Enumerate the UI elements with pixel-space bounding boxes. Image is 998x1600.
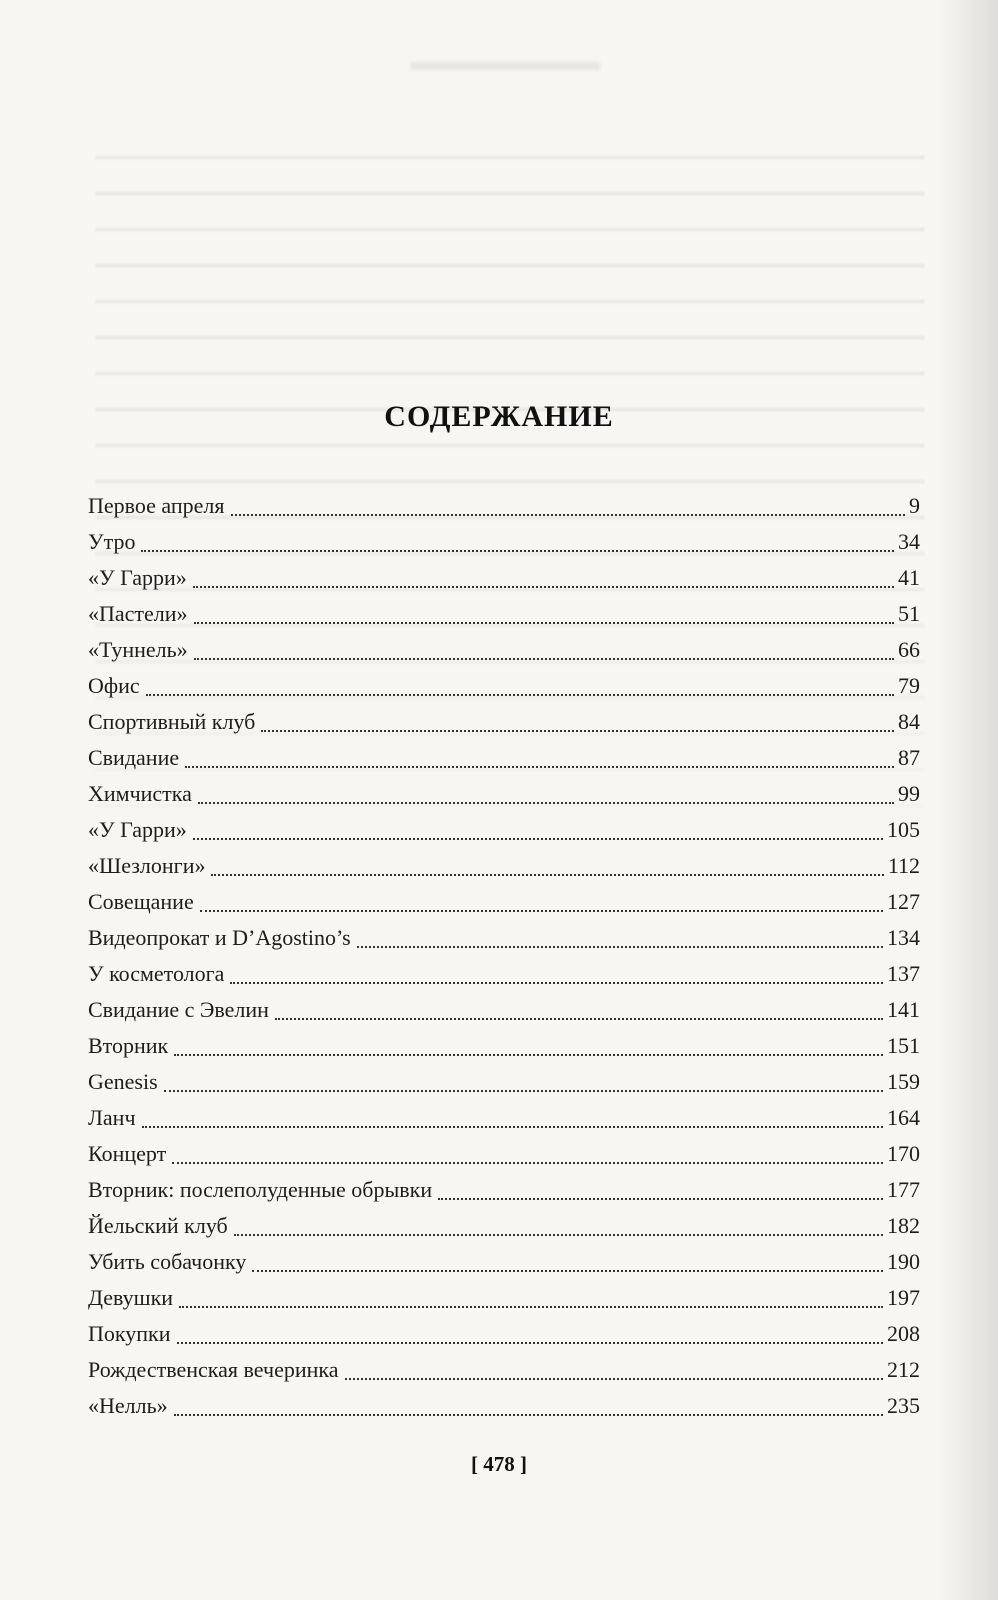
- toc-entry-page: 137: [887, 961, 920, 986]
- toc-entry-title: «У Гарри»: [88, 817, 187, 842]
- dot-leader: [179, 1306, 883, 1308]
- toc-entry: [88, 884, 920, 920]
- toc-entry-page: 51: [898, 601, 920, 626]
- toc-entry: [88, 1064, 920, 1100]
- toc-entry: [88, 956, 920, 992]
- toc-entry-page: 190: [887, 1249, 920, 1274]
- dot-leader: [185, 766, 894, 768]
- toc-entry-page: 87: [898, 745, 920, 770]
- toc-entry-page: 141: [887, 997, 920, 1022]
- dot-leader: [194, 658, 894, 660]
- toc-entry-page: 208: [887, 1321, 920, 1346]
- toc-entry-page: 177: [887, 1177, 920, 1202]
- toc-entry-title: Концерт: [88, 1141, 167, 1166]
- dot-leader: [172, 1162, 883, 1164]
- dot-leader: [200, 910, 883, 912]
- toc-entry-title: Утро: [88, 529, 136, 554]
- toc-entry: [88, 1136, 920, 1172]
- toc-entry-page: 197: [887, 1285, 920, 1310]
- dot-leader: [438, 1198, 883, 1200]
- toc-entry-title: Убить собачонку: [88, 1249, 247, 1274]
- toc-entry: [88, 920, 920, 956]
- toc-entry-page: 9: [909, 493, 920, 518]
- toc-entry-title: «Нелль»: [88, 1393, 168, 1418]
- toc-entry-title: «Туннель»: [88, 637, 188, 662]
- toc-entry: [88, 1316, 920, 1352]
- toc-entry-title: У косметолога: [88, 961, 225, 986]
- toc-entry-title: Ланч: [88, 1105, 136, 1130]
- dot-leader: [261, 730, 894, 732]
- toc-entry: [88, 1352, 920, 1388]
- dot-leader: [174, 1414, 883, 1416]
- dot-leader: [193, 838, 883, 840]
- toc-entry: [88, 1100, 920, 1136]
- toc-entry-page: 84: [898, 709, 920, 734]
- toc-entry-title: Вторник: послеполуденные обрывки: [88, 1177, 433, 1202]
- page-edge-shadow: [938, 0, 998, 1600]
- toc-entry-title: Видеопрокат и D’Agostino’s: [88, 925, 351, 950]
- toc-entry-page: 66: [898, 637, 920, 662]
- dot-leader: [194, 622, 894, 624]
- dot-leader: [234, 1234, 883, 1236]
- toc-entry-title: Совещание: [88, 889, 194, 914]
- toc-entry-title: «Шезлонги»: [88, 853, 206, 878]
- toc-entry-page: 170: [887, 1141, 920, 1166]
- dot-leader: [141, 550, 894, 552]
- toc-entry-page: 212: [887, 1357, 920, 1382]
- toc-entry: [88, 704, 920, 740]
- toc-entry: [88, 668, 920, 704]
- toc-entry: [88, 524, 920, 560]
- dot-leader: [164, 1090, 883, 1092]
- toc-entry-page: 134: [887, 925, 920, 950]
- toc-entry: [88, 560, 920, 596]
- toc-entry-page: 112: [887, 853, 920, 878]
- toc-entry: [88, 1280, 920, 1316]
- dot-leader: [174, 1054, 883, 1056]
- bleed-through-header: [410, 62, 600, 70]
- dot-leader: [275, 1018, 883, 1020]
- toc-entry-title: Покупки: [88, 1321, 171, 1346]
- toc-entry-page: 164: [887, 1105, 920, 1130]
- dot-leader: [146, 694, 894, 696]
- toc-entry: [88, 1388, 920, 1424]
- toc-entry: [88, 740, 920, 776]
- toc-entry: [88, 992, 920, 1028]
- toc-entry: [88, 1208, 920, 1244]
- dot-leader: [198, 802, 894, 804]
- toc-entry-title: Genesis: [88, 1069, 158, 1094]
- toc-entry-title: Первое апреля: [88, 493, 225, 518]
- toc-entry-title: «У Гарри»: [88, 565, 187, 590]
- toc-entry: [88, 776, 920, 812]
- dot-leader: [231, 514, 905, 516]
- table-of-contents: [88, 488, 920, 1424]
- toc-entry-title: Офис: [88, 673, 140, 698]
- toc-entry-page: 159: [887, 1069, 920, 1094]
- dot-leader: [357, 946, 883, 948]
- dot-leader: [252, 1270, 883, 1272]
- toc-entry-title: Спортивный клуб: [88, 709, 256, 734]
- toc-entry-page: 151: [887, 1033, 920, 1058]
- toc-entry-page: 34: [898, 529, 920, 554]
- toc-entry-page: 41: [898, 565, 920, 590]
- toc-entry-title: «Пастели»: [88, 601, 188, 626]
- toc-entry-page: 127: [887, 889, 920, 914]
- toc-entry: [88, 1028, 920, 1064]
- toc-entry-title: Свидание с Эвелин: [88, 997, 269, 1022]
- dot-leader: [345, 1378, 884, 1380]
- toc-entry-title: Химчистка: [88, 781, 192, 806]
- toc-entry-title: Рождественская вечеринка: [88, 1357, 339, 1382]
- toc-entry-page: 99: [898, 781, 920, 806]
- toc-entry: [88, 632, 920, 668]
- dot-leader: [211, 874, 883, 876]
- toc-entry-page: 182: [887, 1213, 920, 1238]
- contents-heading: СОДЕРЖАНИЕ: [384, 400, 614, 433]
- toc-entry-page: 235: [887, 1393, 920, 1418]
- page-number: [ 478 ]: [471, 1452, 527, 1476]
- toc-entry: [88, 812, 920, 848]
- dot-leader: [177, 1342, 884, 1344]
- toc-entry: [88, 1172, 920, 1208]
- toc-entry: [88, 488, 920, 524]
- toc-entry-title: Свидание: [88, 745, 180, 770]
- toc-entry-page: 105: [887, 817, 920, 842]
- toc-entry-title: Девушки: [88, 1285, 174, 1310]
- toc-entry-title: Йельский клуб: [88, 1213, 228, 1238]
- dot-leader: [142, 1126, 883, 1128]
- toc-entry-title: Вторник: [88, 1033, 169, 1058]
- toc-entry: [88, 1244, 920, 1280]
- toc-entry: [88, 848, 920, 884]
- dot-leader: [193, 586, 894, 588]
- toc-entry-page: 79: [898, 673, 920, 698]
- toc-entry: [88, 596, 920, 632]
- dot-leader: [230, 982, 883, 984]
